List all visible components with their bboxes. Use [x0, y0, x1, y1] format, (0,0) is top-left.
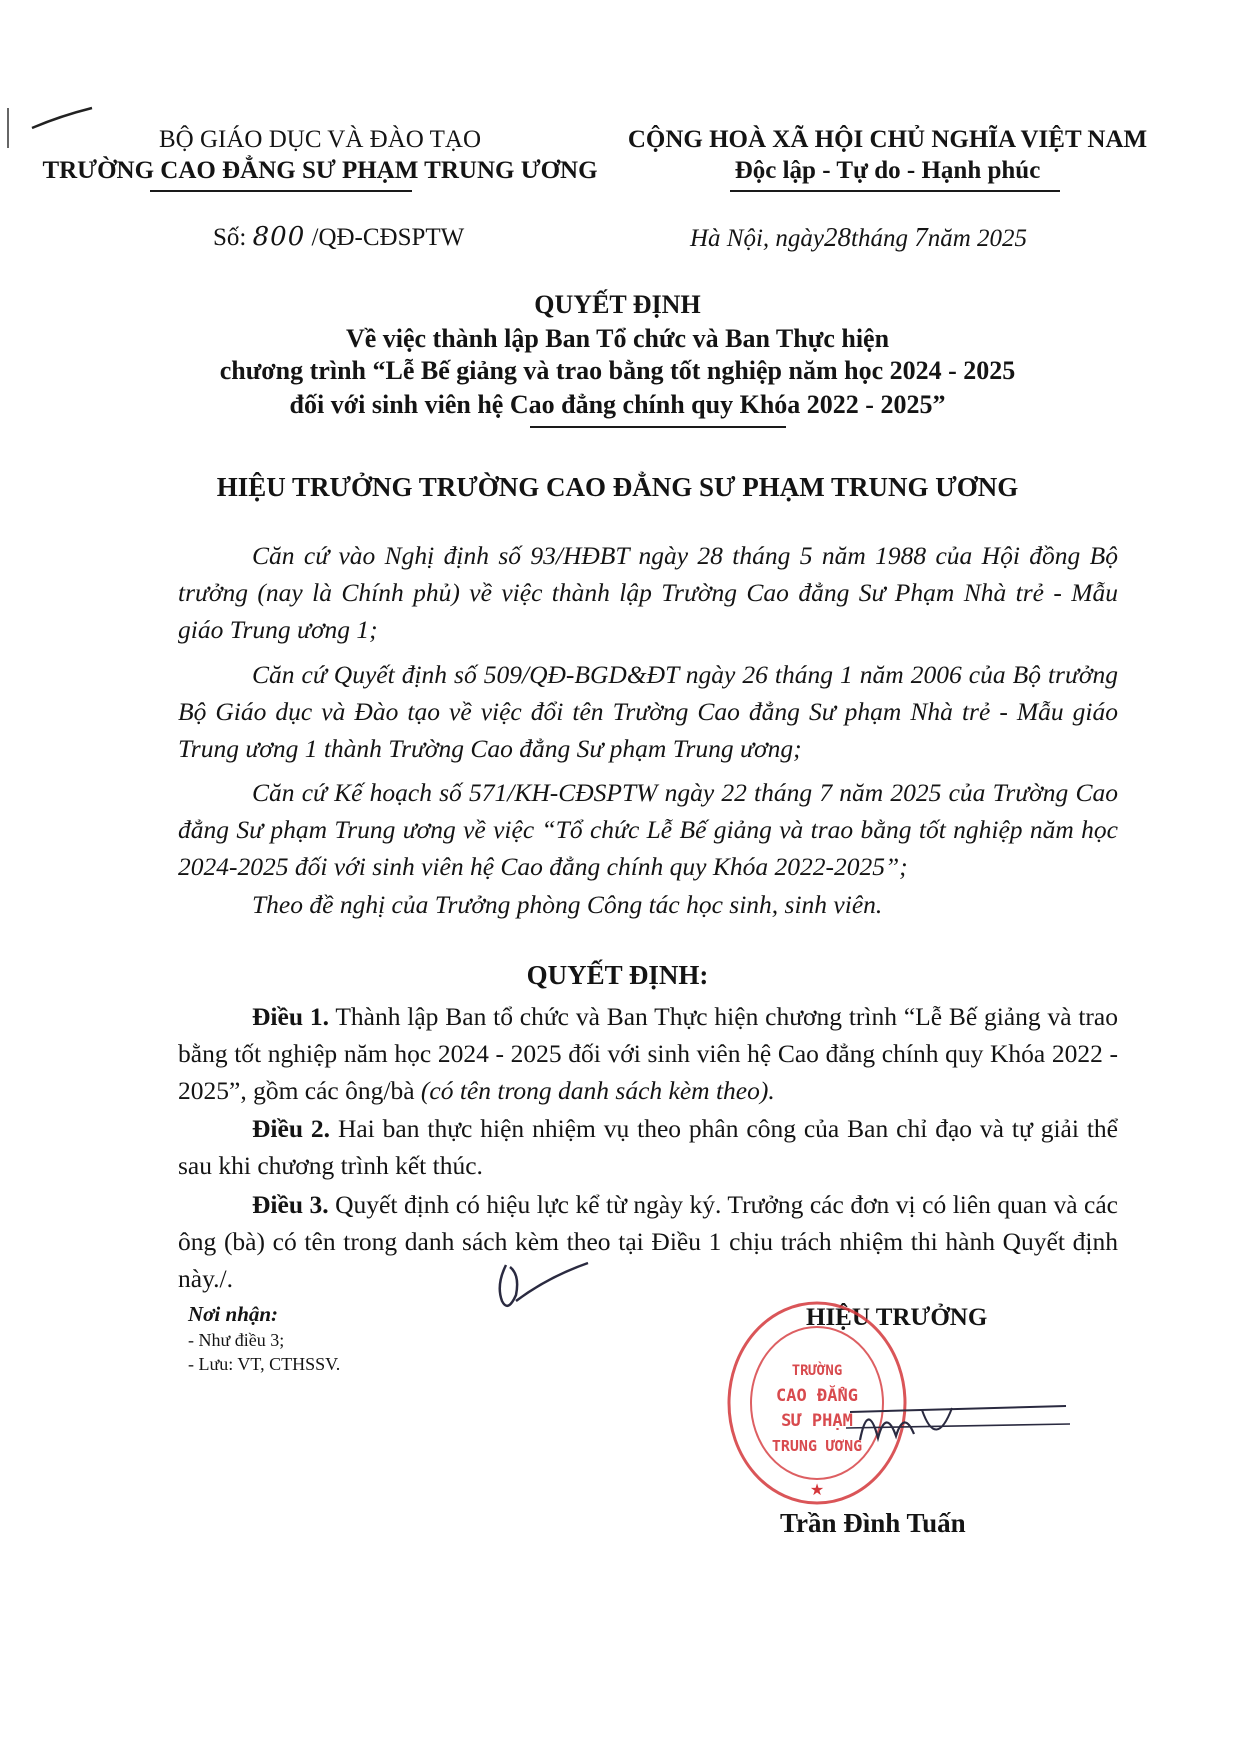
- header-right-underline: [730, 190, 1060, 192]
- school-name: TRƯỜNG CAO ĐẲNG SƯ PHẠM TRUNG ƯƠNG: [42, 157, 598, 184]
- header-ministry: [20, 124, 620, 186]
- signer-position: HIỆU TRƯỞNG: [806, 1304, 988, 1331]
- document-number: [213, 222, 464, 252]
- doc-number-prefix: Số:: [213, 224, 247, 251]
- article-2-text: Hai ban thực hiện nhiệm vụ theo phân công của Ban chỉ đạo và tự giải thể sau khi chương trình kết thúc.: [178, 1114, 1118, 1180]
- date-month: 7: [914, 222, 928, 252]
- date-day: 28: [824, 222, 852, 252]
- signature-scribble-icon: [840, 1390, 1080, 1460]
- title-underline: [530, 426, 786, 428]
- nation-name: CỘNG HOÀ XÃ HỘI CHỦ NGHĨA VIỆT NAM: [627, 126, 1148, 153]
- article-2: [178, 1110, 1118, 1184]
- motto: Độc lập - Tự do - Hạnh phúc: [734, 157, 1041, 184]
- svg-text:★: ★: [809, 1480, 825, 1499]
- recipient-item: - Như điều 3;: [188, 1330, 285, 1350]
- recipients-title: Nơi nhận:: [188, 1302, 279, 1326]
- article-3-label: Điều 3.: [252, 1190, 329, 1219]
- article-3-text: Quyết định có hiệu lực kể từ ngày ký. Trưởng các đơn vị có liên quan và các ông (bà) có tên trong danh sách kèm theo tại Điều 1 chịu trách nhiệm thi hành Quyết định này./.: [178, 1190, 1119, 1293]
- ministry-name: BỘ GIÁO DỤC VÀ ĐÀO TẠO: [159, 126, 481, 153]
- decision-subject-line2: chương trình “Lễ Bế giảng và trao bằng tốt nghiệp năm học 2024 - 2025: [219, 356, 1016, 385]
- issuing-authority: HIỆU TRƯỞNG TRƯỜNG CAO ĐẲNG SƯ PHẠM TRUNG ƯƠNG: [216, 472, 1019, 502]
- decision-subject-line1: Về việc thành lập Ban Tổ chức và Ban Thực hiện: [345, 324, 890, 353]
- seal-line: TRUNG ƯƠNG: [771, 1437, 863, 1455]
- decision-title: QUYẾT ĐỊNH: [534, 290, 701, 319]
- header-nation: [600, 124, 1175, 186]
- place-date-part2: tháng: [851, 225, 908, 252]
- article-1-italic: (có tên trong danh sách kèm theo).: [420, 1076, 775, 1105]
- place-date-part1: Hà Nội, ngày: [690, 225, 825, 252]
- article-1: [178, 998, 1118, 1109]
- place-date: [690, 222, 1027, 253]
- seal-line: CAO ĐẲNG: [776, 1386, 858, 1406]
- article-1-text: Thành lập Ban tổ chức và Ban Thực hiện chương trình “Lễ Bế giảng và trao bằng tốt nghiệp năm học 2024 - 2025 đối với sinh viên hệ Cao đẳng chính quy Khóa 2022 - 2025”, gồm các ông/bà: [178, 1002, 1118, 1105]
- seal-line: TRƯỜNG: [791, 1363, 843, 1379]
- basis-2: Căn cứ Quyết định số 509/QĐ-BGD&ĐT ngày 26 tháng 1 năm 2006 của Bộ trưởng Bộ Giáo dục và Đào tạo về việc đổi tên Trường Cao đẳng Sư phạm Nhà trẻ - Mẫu giáo Trung ương 1 thành Trường Cao đẳng Sư phạm Trung ương;: [178, 660, 1118, 763]
- basis-4: Theo đề nghị của Trưởng phòng Công tác học sinh, sinh viên.: [252, 890, 883, 919]
- decision-heading: QUYẾT ĐỊNH:: [526, 960, 709, 990]
- basis-1: Căn cứ vào Nghị định số 93/HĐBT ngày 28 tháng 5 năm 1988 của Hội đồng Bộ trưởng (nay là Chính phủ) về việc thành lập Trường Cao đẳng Sư Phạm Nhà trẻ - Mẫu giáo Trung ương 1;: [178, 541, 1118, 644]
- doc-number-suffix: /QĐ-CĐSPTW: [311, 224, 465, 251]
- initial-mark-icon: [488, 1255, 598, 1325]
- header-left-underline: [150, 190, 412, 192]
- article-1-label: Điều 1.: [252, 1002, 329, 1031]
- doc-number-handwritten: 800: [252, 222, 306, 252]
- recipient-item: - Lưu: VT, CTHSSV.: [188, 1354, 341, 1374]
- decision-subject-line3: đối với sinh viên hệ Cao đẳng chính quy Khóa 2022 - 2025”: [289, 390, 946, 419]
- signer-name: Trần Đình Tuấn: [780, 1508, 966, 1538]
- place-date-part3: năm 2025: [927, 225, 1028, 252]
- recipients: [188, 1300, 340, 1376]
- basis-3: Căn cứ Kế hoạch số 571/KH-CĐSPTW ngày 22 tháng 7 năm 2025 của Trường Cao đẳng Sư phạm Trung ương về việc “Tổ chức Lễ Bế giảng và trao bằng tốt nghiệp năm học 2024-2025 đối với sinh viên hệ Cao đẳng chính quy Khóa 2022-2025”;: [178, 778, 1118, 881]
- article-3: [178, 1186, 1118, 1297]
- article-2-label: Điều 2.: [252, 1114, 331, 1143]
- seal-line: SƯ PHẠM: [781, 1411, 853, 1431]
